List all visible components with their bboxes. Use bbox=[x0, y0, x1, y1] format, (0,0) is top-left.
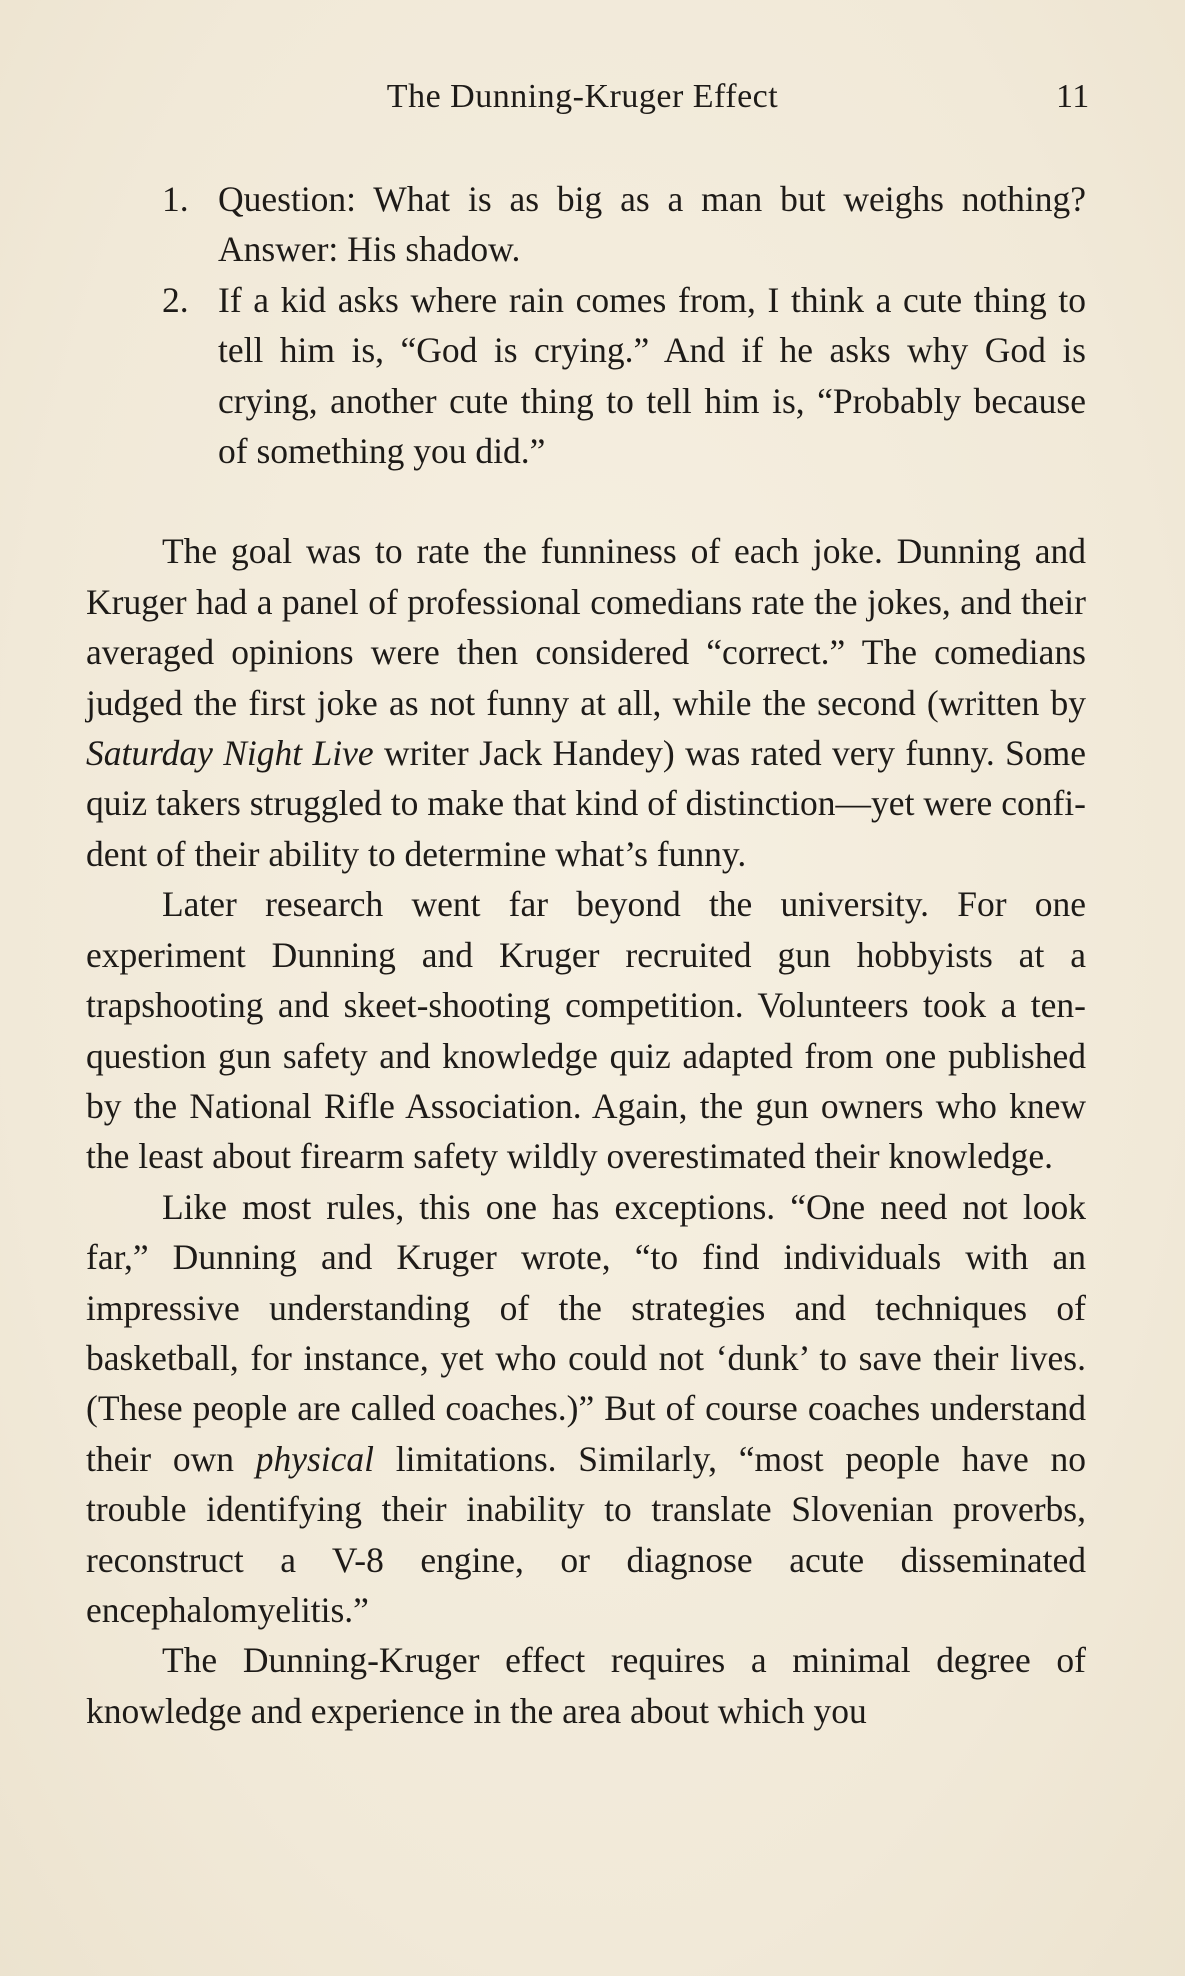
list-item bbox=[86, 174, 1086, 275]
list-item-text: Question: What is as big as a man but weighs nothing? Answer: His shadow. bbox=[218, 179, 1086, 270]
paragraph: The Dunning-Kruger effect requires a minimal degree of knowledge and experience in the area about which you bbox=[86, 1640, 1086, 1731]
paragraph-text: The goal was to rate the funniness of each joke. Dunning and Kruger had a panel of professional comedians rate the jokes, and their averaged opinions were then considered “correct.” The comedians judged the first joke as not funny at all, while the second (written by bbox=[86, 531, 1086, 723]
paragraph-text: Like most rules, this one has exceptions. “One need not look far,” Dunning and Kruger wrote, “to find individuals with an impressive understanding of the strategies and techniques of basketball, for instance, yet who could not ‘dunk’ to save their lives. (These people are called coaches.)” But of course coaches understand their own bbox=[86, 1186, 1086, 1479]
paragraph: Later research went far beyond the university. For one experiment Dunning and Kruger recruited gun hobbyists at a trapshooting and skeet-shooting competition. Volunteers took a ten-question gun safety and knowledge quiz adapted from one published by the National Rifle Association. Again, the gun owners who knew the least about firearm safety wildly overestimated their knowledge. bbox=[86, 884, 1086, 1177]
paragraph bbox=[86, 526, 1086, 879]
page-number: 11 bbox=[1056, 78, 1090, 115]
list-item-text: If a kid asks where rain comes from, I think a cute thing to tell him is, “God is crying.” And if he asks why God is crying, another cute thing to tell him is, “Probably because of something you did.” bbox=[218, 279, 1086, 472]
body-text bbox=[86, 174, 1086, 1736]
list-item bbox=[86, 275, 1086, 477]
paragraph-text: limitations. Similarly, “most people have no trouble identifying their inability to translate Slovenian proverbs, reconstruct a V-8 engine, or diagnose acute disseminated encephalomyelitis.” bbox=[86, 1438, 1086, 1630]
list-item-number: 2. bbox=[162, 279, 189, 320]
running-title: The Dunning-Kruger Effect bbox=[386, 78, 779, 115]
paragraph-italic-text: physical bbox=[255, 1438, 375, 1479]
paragraph-italic-text: Saturday Night Live bbox=[86, 733, 374, 774]
list-item-number: 1. bbox=[162, 179, 189, 219]
paragraph bbox=[86, 1182, 1086, 1636]
running-header bbox=[0, 78, 1185, 122]
joke-list bbox=[86, 174, 1086, 476]
paragraph-text: writer Jack Handey) was rated very funny. Some quiz takers struggled to make that kind of distinction—yet were confident of their ability to determine what’s funny. bbox=[86, 733, 1086, 874]
paragraph-block bbox=[86, 526, 1086, 1736]
